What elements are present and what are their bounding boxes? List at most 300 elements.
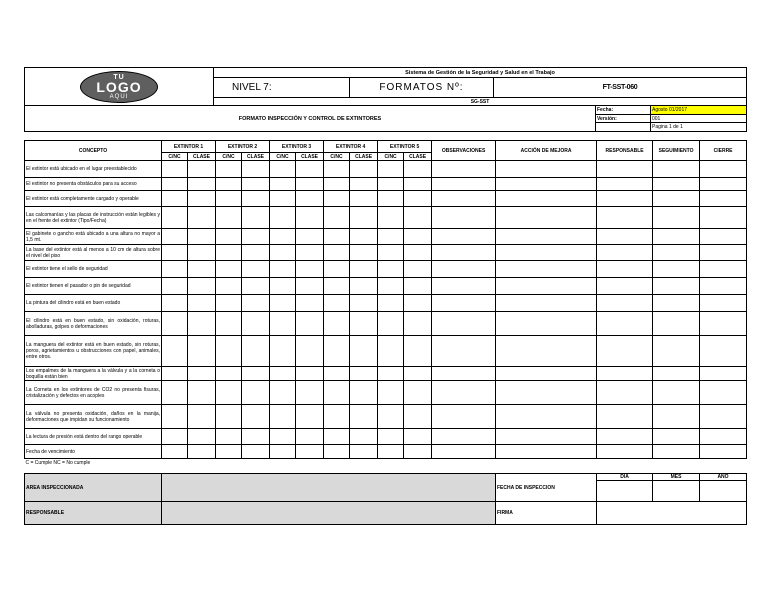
entry-cell[interactable] <box>432 161 496 178</box>
entry-cell[interactable] <box>242 191 270 207</box>
entry-cell[interactable] <box>270 278 296 295</box>
entry-cell[interactable] <box>296 261 324 278</box>
entry-cell[interactable] <box>432 312 496 336</box>
entry-cell[interactable] <box>496 429 597 445</box>
entry-cell[interactable] <box>188 161 216 178</box>
entry-cell[interactable] <box>296 381 324 405</box>
entry-cell[interactable] <box>242 229 270 245</box>
entry-cell[interactable] <box>378 312 404 336</box>
entry-cell[interactable] <box>597 207 653 229</box>
entry-cell[interactable] <box>296 207 324 229</box>
entry-cell[interactable] <box>162 336 188 367</box>
entry-cell[interactable] <box>188 245 216 261</box>
entry-cell[interactable] <box>162 405 188 429</box>
page-number: Pagina 1 de 1 <box>651 123 747 132</box>
table-row <box>25 161 747 178</box>
entry-cell[interactable] <box>404 245 432 261</box>
entry-cell[interactable] <box>324 278 350 295</box>
entry-cell[interactable] <box>653 261 700 278</box>
concept-text: El extintor tiene el sello de seguridad <box>25 261 162 278</box>
entry-cell[interactable] <box>162 278 188 295</box>
anio-label: AÑO <box>700 474 747 481</box>
entry-cell[interactable] <box>496 161 597 178</box>
entry-cell[interactable] <box>324 261 350 278</box>
entry-cell[interactable] <box>653 367 700 381</box>
table-row <box>25 367 747 381</box>
entry-cell[interactable] <box>378 161 404 178</box>
entry-cell[interactable] <box>188 445 216 459</box>
entry-cell[interactable] <box>597 295 653 312</box>
entry-cell[interactable] <box>378 178 404 191</box>
entry-cell[interactable] <box>653 405 700 429</box>
entry-cell[interactable] <box>432 295 496 312</box>
entry-cell[interactable] <box>216 336 242 367</box>
entry-cell[interactable] <box>432 207 496 229</box>
entry-cell[interactable] <box>324 336 350 367</box>
form-header <box>24 67 747 132</box>
extintor-1-header: EXTINTOR 1 <box>162 141 216 153</box>
entry-cell[interactable] <box>188 191 216 207</box>
entry-cell[interactable] <box>597 429 653 445</box>
entry-cell[interactable] <box>653 207 700 229</box>
mes-label: MES <box>653 474 700 481</box>
entry-cell[interactable] <box>597 229 653 245</box>
concept-text: Las calcomanías y las placas de instrucción están legibles y en el frente del extintor (Tipo/Fecha) <box>25 207 162 229</box>
entry-cell[interactable] <box>296 336 324 367</box>
entry-cell[interactable] <box>378 445 404 459</box>
entry-cell[interactable] <box>216 367 242 381</box>
entry-cell[interactable] <box>324 161 350 178</box>
entry-cell[interactable] <box>432 178 496 191</box>
entry-cell[interactable] <box>296 312 324 336</box>
entry-cell[interactable] <box>597 161 653 178</box>
entry-cell[interactable] <box>597 381 653 405</box>
entry-cell[interactable] <box>296 229 324 245</box>
entry-cell[interactable] <box>188 312 216 336</box>
entry-cell[interactable] <box>597 178 653 191</box>
entry-cell[interactable] <box>188 381 216 405</box>
entry-cell[interactable] <box>162 191 188 207</box>
entry-cell[interactable] <box>700 405 747 429</box>
entry-cell[interactable] <box>496 336 597 367</box>
entry-cell[interactable] <box>188 405 216 429</box>
entry-cell[interactable] <box>216 445 242 459</box>
cierre-header: CIERRE <box>700 141 747 161</box>
entry-cell[interactable] <box>432 191 496 207</box>
entry-cell[interactable] <box>270 336 296 367</box>
entry-cell[interactable] <box>324 445 350 459</box>
cnc-subheader: C/NC <box>162 153 188 161</box>
entry-cell[interactable] <box>404 178 432 191</box>
entry-cell[interactable] <box>188 261 216 278</box>
version-label: Versión: <box>596 115 651 123</box>
entry-cell[interactable] <box>350 161 378 178</box>
entry-cell[interactable] <box>162 429 188 445</box>
concept-text: Fecha de vencimiento <box>25 445 162 459</box>
legend: C = Cumple NC = No cumple <box>25 459 91 466</box>
concept-text: La pintura del cilindro está en buen estado <box>25 295 162 312</box>
entry-cell[interactable] <box>350 445 378 459</box>
concept-text: La manguera del extintor está en buen estado, sin roturas, poros, agrietamientos u obstrucciones con papel, animales, entre otros. <box>25 336 162 367</box>
sub-system: SG-SST <box>214 98 747 106</box>
entry-cell[interactable] <box>350 429 378 445</box>
entry-cell[interactable] <box>378 261 404 278</box>
entry-cell[interactable] <box>242 245 270 261</box>
entry-cell[interactable] <box>700 312 747 336</box>
firma-label: FIRMA <box>496 502 597 525</box>
entry-cell[interactable] <box>496 245 597 261</box>
entry-cell[interactable] <box>296 161 324 178</box>
observaciones-header: OBSERVACIONES <box>432 141 496 161</box>
entry-cell[interactable] <box>270 367 296 381</box>
entry-cell[interactable] <box>162 229 188 245</box>
entry-cell[interactable] <box>597 445 653 459</box>
entry-cell[interactable] <box>162 207 188 229</box>
entry-cell[interactable] <box>188 178 216 191</box>
entry-cell[interactable] <box>404 429 432 445</box>
cnc-subheader: C/NC <box>378 153 404 161</box>
entry-cell[interactable] <box>216 278 242 295</box>
entry-cell[interactable] <box>350 229 378 245</box>
entry-cell[interactable] <box>404 191 432 207</box>
entry-cell[interactable] <box>216 229 242 245</box>
entry-cell[interactable] <box>496 261 597 278</box>
entry-cell[interactable] <box>242 161 270 178</box>
entry-cell[interactable] <box>404 381 432 405</box>
entry-cell[interactable] <box>597 367 653 381</box>
entry-cell[interactable] <box>653 381 700 405</box>
entry-cell[interactable] <box>496 381 597 405</box>
nivel-label: NIVEL 7: <box>214 78 350 98</box>
entry-cell[interactable] <box>700 381 747 405</box>
entry-cell[interactable] <box>496 178 597 191</box>
entry-cell[interactable] <box>700 295 747 312</box>
entry-cell[interactable] <box>296 278 324 295</box>
concept-text: La válvula no presenta oxidación, daños en la manija, deformaciones que impidan su funcionamiento <box>25 405 162 429</box>
entry-cell[interactable] <box>378 367 404 381</box>
entry-cell[interactable] <box>270 178 296 191</box>
fecha-label: Fecha: <box>596 106 651 115</box>
entry-cell[interactable] <box>216 405 242 429</box>
entry-cell[interactable] <box>242 295 270 312</box>
entry-cell[interactable] <box>242 381 270 405</box>
entry-cell[interactable] <box>350 336 378 367</box>
entry-cell[interactable] <box>296 405 324 429</box>
entry-cell[interactable] <box>324 295 350 312</box>
entry-cell[interactable] <box>270 405 296 429</box>
entry-cell[interactable] <box>700 229 747 245</box>
entry-cell[interactable] <box>404 207 432 229</box>
entry-cell[interactable] <box>216 295 242 312</box>
entry-cell[interactable] <box>378 245 404 261</box>
entry-cell[interactable] <box>496 191 597 207</box>
table-row <box>25 178 747 191</box>
entry-cell[interactable] <box>378 429 404 445</box>
entry-cell[interactable] <box>653 278 700 295</box>
entry-cell[interactable] <box>242 429 270 445</box>
responsable-header: RESPONSABLE <box>597 141 653 161</box>
entry-cell[interactable] <box>432 261 496 278</box>
entry-cell[interactable] <box>324 245 350 261</box>
entry-cell[interactable] <box>432 278 496 295</box>
entry-cell[interactable] <box>597 261 653 278</box>
entry-cell[interactable] <box>324 191 350 207</box>
entry-cell[interactable] <box>296 429 324 445</box>
entry-cell[interactable] <box>378 278 404 295</box>
entry-cell[interactable] <box>653 429 700 445</box>
entry-cell[interactable] <box>296 178 324 191</box>
entry-cell[interactable] <box>496 295 597 312</box>
accion-header: ACCIÓN DE MEJORA <box>496 141 597 161</box>
entry-cell[interactable] <box>324 312 350 336</box>
inspection-table <box>24 140 747 467</box>
entry-cell[interactable] <box>188 429 216 445</box>
entry-cell[interactable] <box>162 261 188 278</box>
entry-cell[interactable] <box>597 278 653 295</box>
entry-cell[interactable] <box>296 445 324 459</box>
extintor-2-header: EXTINTOR 2 <box>216 141 270 153</box>
entry-cell[interactable] <box>296 367 324 381</box>
entry-cell[interactable] <box>242 405 270 429</box>
entry-cell[interactable] <box>350 278 378 295</box>
entry-cell[interactable] <box>653 178 700 191</box>
entry-cell[interactable] <box>324 381 350 405</box>
entry-cell[interactable] <box>432 405 496 429</box>
entry-cell[interactable] <box>378 191 404 207</box>
entry-cell[interactable] <box>324 178 350 191</box>
clase-subheader: CLASE <box>242 153 270 161</box>
entry-cell[interactable] <box>242 445 270 459</box>
entry-cell[interactable] <box>404 229 432 245</box>
entry-cell[interactable] <box>700 207 747 229</box>
concept-header: CONCEPTO <box>25 141 162 161</box>
entry-cell[interactable] <box>216 191 242 207</box>
dia-input[interactable] <box>597 481 653 502</box>
clase-subheader: CLASE <box>404 153 432 161</box>
entry-cell[interactable] <box>162 245 188 261</box>
entry-cell[interactable] <box>188 207 216 229</box>
entry-cell[interactable] <box>378 295 404 312</box>
entry-cell[interactable] <box>496 367 597 381</box>
entry-cell[interactable] <box>242 207 270 229</box>
entry-cell[interactable] <box>242 261 270 278</box>
entry-cell[interactable] <box>162 381 188 405</box>
responsable-label: RESPONSABLE <box>25 502 162 525</box>
entry-cell[interactable] <box>653 229 700 245</box>
entry-cell[interactable] <box>378 229 404 245</box>
entry-cell[interactable] <box>188 367 216 381</box>
entry-cell[interactable] <box>350 245 378 261</box>
entry-cell[interactable] <box>496 312 597 336</box>
responsable-input[interactable] <box>162 502 496 525</box>
entry-cell[interactable] <box>404 295 432 312</box>
entry-cell[interactable] <box>162 367 188 381</box>
entry-cell[interactable] <box>700 178 747 191</box>
entry-cell[interactable] <box>496 445 597 459</box>
entry-cell[interactable] <box>496 229 597 245</box>
empty-cell <box>596 123 651 132</box>
entry-cell[interactable] <box>324 207 350 229</box>
entry-cell[interactable] <box>242 367 270 381</box>
extintor-4-header: EXTINTOR 4 <box>324 141 378 153</box>
entry-cell[interactable] <box>324 429 350 445</box>
entry-cell[interactable] <box>324 367 350 381</box>
entry-cell[interactable] <box>162 295 188 312</box>
entry-cell[interactable] <box>270 161 296 178</box>
entry-cell[interactable] <box>653 191 700 207</box>
table-row <box>25 229 747 245</box>
entry-cell[interactable] <box>270 261 296 278</box>
entry-cell[interactable] <box>162 161 188 178</box>
entry-cell[interactable] <box>432 381 496 405</box>
entry-cell[interactable] <box>270 245 296 261</box>
concept-text: El extintor está ubicado en el lugar preestablecido <box>25 161 162 178</box>
entry-cell[interactable] <box>378 405 404 429</box>
entry-cell[interactable] <box>404 336 432 367</box>
entry-cell[interactable] <box>188 336 216 367</box>
entry-cell[interactable] <box>653 161 700 178</box>
entry-cell[interactable] <box>296 191 324 207</box>
entry-cell[interactable] <box>432 245 496 261</box>
entry-cell[interactable] <box>378 381 404 405</box>
entry-cell[interactable] <box>432 229 496 245</box>
fecha-inspeccion-label: FECHA DE INSPECCION <box>496 474 597 502</box>
logo-cell <box>25 68 214 106</box>
entry-cell[interactable] <box>432 429 496 445</box>
table-row <box>25 381 747 405</box>
seguimiento-header: SEGUIMIENTO <box>653 141 700 161</box>
entry-cell[interactable] <box>700 261 747 278</box>
entry-cell[interactable] <box>242 278 270 295</box>
entry-cell[interactable] <box>432 445 496 459</box>
entry-cell[interactable] <box>188 295 216 312</box>
entry-cell[interactable] <box>700 367 747 381</box>
table-row <box>25 445 747 459</box>
entry-cell[interactable] <box>216 429 242 445</box>
entry-cell[interactable] <box>404 445 432 459</box>
entry-cell[interactable] <box>188 229 216 245</box>
entry-cell[interactable] <box>496 207 597 229</box>
table-row <box>25 405 747 429</box>
concept-text: El extintor tienen el pasador o pin de seguridad <box>25 278 162 295</box>
entry-cell[interactable] <box>700 245 747 261</box>
entry-cell[interactable] <box>216 245 242 261</box>
entry-cell[interactable] <box>597 245 653 261</box>
entry-cell[interactable] <box>162 312 188 336</box>
entry-cell[interactable] <box>378 207 404 229</box>
entry-cell[interactable] <box>404 405 432 429</box>
entry-cell[interactable] <box>242 312 270 336</box>
entry-cell[interactable] <box>270 191 296 207</box>
entry-cell[interactable] <box>350 405 378 429</box>
extintor-5-header: EXTINTOR 5 <box>378 141 432 153</box>
entry-cell[interactable] <box>270 445 296 459</box>
entry-cell[interactable] <box>700 278 747 295</box>
entry-cell[interactable] <box>496 405 597 429</box>
table-row <box>25 191 747 207</box>
entry-cell[interactable] <box>350 191 378 207</box>
entry-cell[interactable] <box>404 161 432 178</box>
entry-cell[interactable] <box>350 261 378 278</box>
dia-label: DIA <box>597 474 653 481</box>
entry-cell[interactable] <box>350 381 378 405</box>
entry-cell[interactable] <box>496 278 597 295</box>
entry-cell[interactable] <box>700 429 747 445</box>
entry-cell[interactable] <box>653 336 700 367</box>
area-input[interactable] <box>162 474 496 502</box>
entry-cell[interactable] <box>188 278 216 295</box>
clase-subheader: CLASE <box>350 153 378 161</box>
table-row <box>25 295 747 312</box>
entry-cell[interactable] <box>162 445 188 459</box>
entry-cell[interactable] <box>653 445 700 459</box>
firma-input[interactable] <box>597 502 747 525</box>
entry-cell[interactable] <box>700 191 747 207</box>
entry-cell[interactable] <box>270 229 296 245</box>
entry-cell[interactable] <box>270 381 296 405</box>
anio-input[interactable] <box>700 481 747 502</box>
entry-cell[interactable] <box>216 207 242 229</box>
entry-cell[interactable] <box>597 191 653 207</box>
entry-cell[interactable] <box>270 207 296 229</box>
entry-cell[interactable] <box>404 312 432 336</box>
entry-cell[interactable] <box>700 445 747 459</box>
entry-cell[interactable] <box>597 312 653 336</box>
table-row <box>25 207 747 229</box>
entry-cell[interactable] <box>216 312 242 336</box>
entry-cell[interactable] <box>270 429 296 445</box>
entry-cell[interactable] <box>324 405 350 429</box>
entry-cell[interactable] <box>350 312 378 336</box>
entry-cell[interactable] <box>324 229 350 245</box>
entry-cell[interactable] <box>404 367 432 381</box>
extintor-3-header: EXTINTOR 3 <box>270 141 324 153</box>
entry-cell[interactable] <box>162 178 188 191</box>
entry-cell[interactable] <box>432 336 496 367</box>
entry-cell[interactable] <box>350 295 378 312</box>
entry-cell[interactable] <box>216 178 242 191</box>
entry-cell[interactable] <box>350 178 378 191</box>
entry-cell[interactable] <box>296 245 324 261</box>
table-row <box>25 429 747 445</box>
entry-cell[interactable] <box>432 367 496 381</box>
entry-cell[interactable] <box>350 367 378 381</box>
entry-cell[interactable] <box>597 336 653 367</box>
entry-cell[interactable] <box>653 295 700 312</box>
entry-cell[interactable] <box>404 278 432 295</box>
entry-cell[interactable] <box>378 336 404 367</box>
formatos-label: FORMATOS Nº: <box>350 78 494 98</box>
entry-cell[interactable] <box>653 245 700 261</box>
entry-cell[interactable] <box>270 312 296 336</box>
entry-cell[interactable] <box>216 161 242 178</box>
entry-cell[interactable] <box>270 295 296 312</box>
entry-cell[interactable] <box>597 405 653 429</box>
form-code: FT-SST-060 <box>494 78 747 98</box>
entry-cell[interactable] <box>350 207 378 229</box>
entry-cell[interactable] <box>700 336 747 367</box>
entry-cell[interactable] <box>216 381 242 405</box>
entry-cell[interactable] <box>242 336 270 367</box>
entry-cell[interactable] <box>216 261 242 278</box>
entry-cell[interactable] <box>700 161 747 178</box>
entry-cell[interactable] <box>404 261 432 278</box>
entry-cell[interactable] <box>296 295 324 312</box>
mes-input[interactable] <box>653 481 700 502</box>
entry-cell[interactable] <box>653 312 700 336</box>
area-label: AREA INSPECCIONADA <box>25 474 162 502</box>
entry-cell[interactable] <box>242 178 270 191</box>
